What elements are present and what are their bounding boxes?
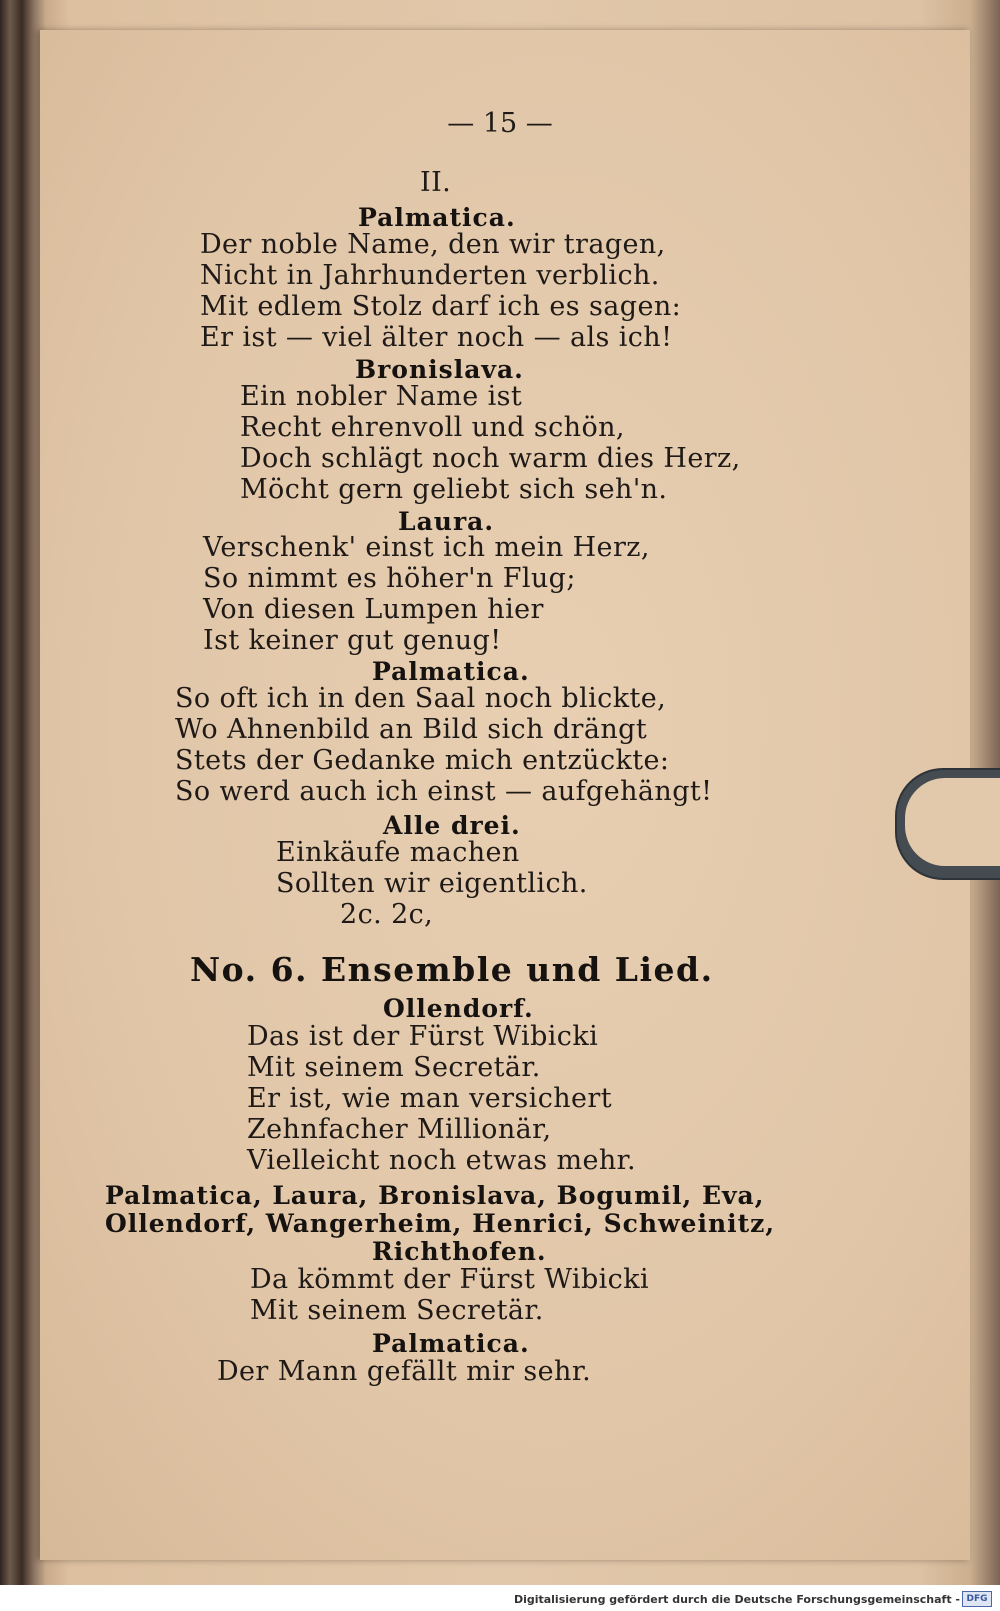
speaker-name: Bronislava. (355, 355, 524, 384)
verse-line: Recht ehrenvoll und schön, (240, 412, 625, 443)
verse-line: 2c. 2c, (340, 899, 434, 930)
speaker-name: Richthofen. (372, 1237, 547, 1266)
verse-line: So nimmt es höher'n Flug; (203, 563, 576, 594)
verse-line: Verschenk' einst ich mein Herz, (203, 532, 650, 563)
speaker-name: Laura. (398, 507, 495, 536)
verse-line: Nicht in Jahrhunderten verblich. (200, 260, 660, 291)
speaker-name: Palmatica. (372, 657, 530, 686)
verse-line: Er ist, wie man versichert (247, 1083, 612, 1114)
verse-line: So werd auch ich einst — aufgehängt! (175, 776, 713, 807)
section-heading: II. (420, 167, 452, 198)
speaker-name: Palmatica, Laura, Bronislava, Bogumil, Eva, (105, 1181, 765, 1210)
speaker-name: Palmatica. (358, 203, 516, 232)
verse-line: Mit seinem Secretär. (247, 1052, 541, 1083)
verse-line: Ein nobler Name ist (240, 381, 523, 412)
verse-line: So oft ich in den Saal noch blickte, (175, 683, 667, 714)
verse-line: Wo Ahnenbild an Bild sich drängt (175, 714, 648, 745)
speaker-name: Palmatica. (372, 1329, 530, 1358)
speaker-name: Ollendorf. (383, 994, 534, 1023)
verse-line: Doch schlägt noch warm dies Herz, (240, 443, 741, 474)
verse-line: Zehnfacher Millionär, (247, 1114, 552, 1145)
verse-line: Ist keiner gut genug! (203, 625, 502, 656)
speaker-name: Ollendorf, Wangerheim, Henrici, Schweinitz, (105, 1209, 776, 1238)
number-title: No. 6. Ensemble und Lied. (190, 950, 714, 989)
verse-line: Einkäufe machen (276, 837, 520, 868)
page-clip-tab-inner (905, 778, 1000, 866)
verse-line: Das ist der Fürst Wibicki (247, 1021, 599, 1052)
verse-line: Mit edlem Stolz darf ich es sagen: (200, 291, 682, 322)
verse-line: Sollten wir eigentlich. (276, 868, 588, 899)
verse-line: Vielleicht noch etwas mehr. (247, 1145, 636, 1176)
verse-line: Von diesen Lumpen hier (203, 594, 544, 625)
page-number: — 15 — (447, 108, 553, 139)
verse-line: Der Mann gefällt mir sehr. (217, 1356, 592, 1387)
verse-line: Der noble Name, den wir tragen, (200, 229, 666, 260)
footer-credit: Digitalisierung gefördert durch die Deutsche Forschungsgemeinschaft - (513, 1593, 960, 1606)
verse-line: Da kömmt der Fürst Wibicki (250, 1264, 649, 1295)
speaker-name: Alle drei. (383, 811, 521, 840)
verse-line: Er ist — viel älter noch — als ich! (200, 322, 673, 353)
verse-line: Stets der Gedanke mich entzückte: (175, 745, 670, 776)
verse-line: Mit seinem Secretär. (250, 1295, 544, 1326)
verse-line: Möcht gern geliebt sich seh'n. (240, 474, 668, 505)
dfg-logo: DFG (962, 1591, 992, 1607)
